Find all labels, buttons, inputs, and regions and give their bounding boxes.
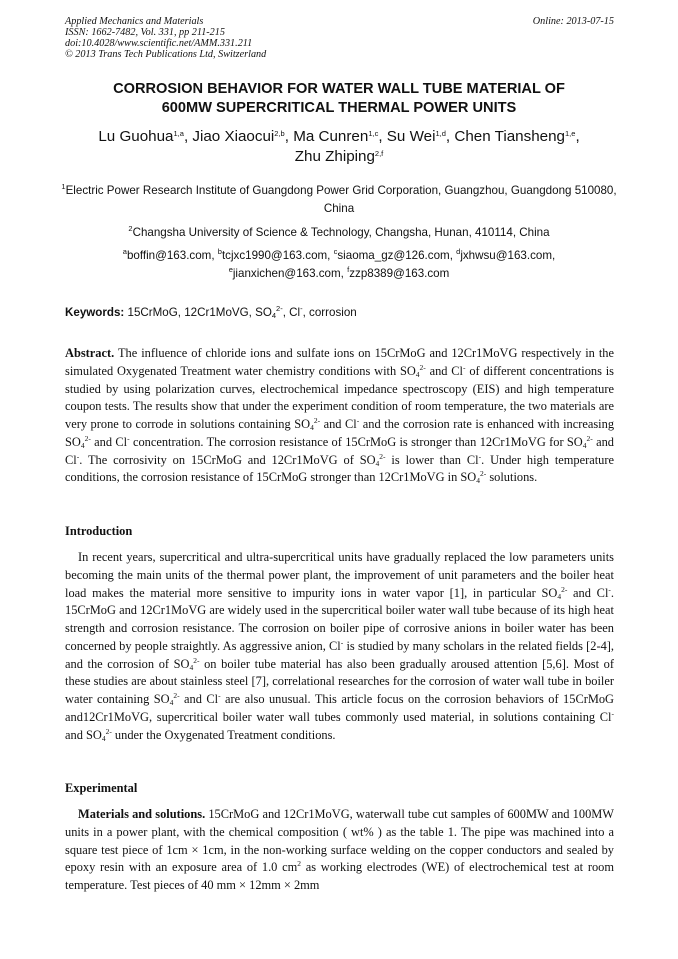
- doi-line[interactable]: doi:10.4028/www.scientific.net/AMM.331.211: [65, 38, 253, 49]
- email-link[interactable]: $^c$siaoma_gz@126.com: [333, 247, 450, 262]
- section-heading-introduction: Introduction: [65, 524, 133, 538]
- section-heading-experimental: Experimental: [65, 781, 138, 795]
- experimental-paragraph: Materials and solutions. 15CrMoG and 12Cr1MoVG, waterwall tube cut samples of 600MW and 100MW units in a power plant, with the chemical composition ( wt% ) as the table 1. The pipe was machined into a square test piece of 1cm × 1cm, in the non-working surface welding on the copper conductors and sealed by epoxy resin with an exposure area of 1.0 $cm^2$ as working electrodes (WE) of electrochemical test at room temperature. Test pieces of 40 mm × 12mm × 2mm: [65, 807, 614, 892]
- online-date: Online: 2013-07-15: [532, 16, 614, 27]
- keywords-label: Keywords:: [65, 306, 125, 319]
- copyright-line: © 2013 Trans Tech Publications Ltd, Switzerland: [65, 49, 267, 60]
- email-link[interactable]: $^d$jxhwsu@163.com: [456, 247, 552, 262]
- keywords: Keywords: 15CrMoG, 12Cr1MoVG, $SO_4^{2-}$, Cl-, corrosion: [65, 304, 357, 320]
- author: Chen Tiansheng$^{1,e}$: [454, 128, 576, 145]
- author: Jiao Xiaocui$^{2,b}$: [192, 128, 285, 145]
- title-line-1: CORROSION BEHAVIOR FOR WATER WALL TUBE MATERIAL OF: [113, 81, 565, 97]
- author: Zhu Zhiping$^{2,f}$: [294, 148, 384, 165]
- abstract-label: Abstract.: [65, 346, 115, 360]
- title-line-2: 600MW SUPERCRITICAL THERMAL POWER UNITS: [161, 100, 517, 116]
- journal-name: Applied Mechanics and Materials: [65, 16, 204, 27]
- email-link[interactable]: $^e$jianxichen@163.com: [228, 265, 341, 280]
- email-link[interactable]: $^a$boffin@163.com: [122, 247, 212, 262]
- author: Ma Cunren$^{1,c}$: [293, 128, 379, 145]
- issn-line: ISSN: 1662-7482, Vol. 331, pp 211-215: [65, 27, 225, 38]
- author: Su Wei$^{1,d}$: [386, 128, 446, 145]
- email-list: $^a$boffin@163.com, $^b$tcjxc1990@163.com, $^c$siaoma_gz@126.com, $^d$jxhwsu@163.com, $^e$jianxichen@163.com, $^f$zzp8389@163.com: [122, 247, 556, 280]
- author: Lu Guohua$^{1,a}$: [98, 128, 184, 145]
- affiliation-2: $^2$Changsha University of Science & Technology, Changsha, Hunan, 410114, China: [128, 224, 550, 239]
- introduction-paragraph: In recent years, supercritical and ultra-supercritical units have gradually replaced the low parameters units becoming the main units of the thermal power plant, the improvement of unit parameters and the boiler heat load makes the material more sensitive to impurity ions in water vapor [1], in particular $SO_4^{2-}$ and Cl-. 15CrMoG and 12Cr1MoVG are widely used in the supercritical boiler water wall tube because of its high heat strength and corrosion resistance. The corrosion on boiler pipe of corrosive anions in boiler water has been concerned by people straightly. As aggressive anion, Cl- is studied by many scholars in the related fields [2-4], and the corrosion of $SO_4^{2-}$ on boiler tube material has also been gradually aroused attention [5,6]. Most of these studies are about stainless steel [7], correlational researches for the corrosion of water wall tube in boiler water containing $SO_4^{2-}$ and Cl- are also unusual. This article focus on the corrosion behaviors of 15CrMoG and12Cr1MoVG, supercritical boiler water wall tubes commonly used material, in solutions containing Cl- and $SO_4^{2-}$ under the Oxygenated Treatment conditions.: [65, 550, 615, 743]
- author-list: Lu Guohua$^{1,a}$, Jiao Xiaocui$^{2,b}$, Ma Cunren$^{1,c}$, Su Wei$^{1,d}$, Chen Tiansheng$^{1,e}$, Zhu Zhiping$^{2,f}$: [98, 128, 580, 165]
- email-link[interactable]: $^b$tcjxc1990@163.com: [217, 247, 328, 262]
- email-link[interactable]: $^f$zzp8389@163.com: [347, 265, 450, 280]
- affiliation-1: $^1$Electric Power Research Institute of Guangdong Power Grid Corporation, Guangzhou, Guangdong 510080, China: [61, 182, 617, 215]
- materials-label: Materials and solutions.: [78, 807, 206, 821]
- paper-title: [40, 80, 638, 118]
- journal-header: [65, 16, 266, 60]
- abstract-paragraph: Abstract. The influence of chloride ions and sulfate ions on 15CrMoG and 12Cr1MoVG respectively in the simulated Oxygenated Treatment water chemistry conditions with $SO_4^{2-}$ and Cl- of different concentrations is studied by using polarization curves, electrochemical impedance spectroscopy (EIS) and high temperature coupon tests. The results show that under the experiment condition of room temperature, the two materials are very prone to corrode in solutions containing $SO_4^{2-}$ and Cl- and the corrosion rate is enhanced with increasing $SO_4^{2-}$ and Cl- concentration. The corrosion resistance of 15CrMoG is stronger than 12Cr1MoVG for $SO_4^{2-}$ and Cl-. The corrosivity on 15CrMoG and 12Cr1MoVG of $SO_4^{2-}$ is lower than Cl-. Under high temperature conditions, the corrosion resistance of 15CrMoG stronger than 12Cr1MoVG in $SO_4^{2-}$ solutions.: [65, 346, 615, 486]
